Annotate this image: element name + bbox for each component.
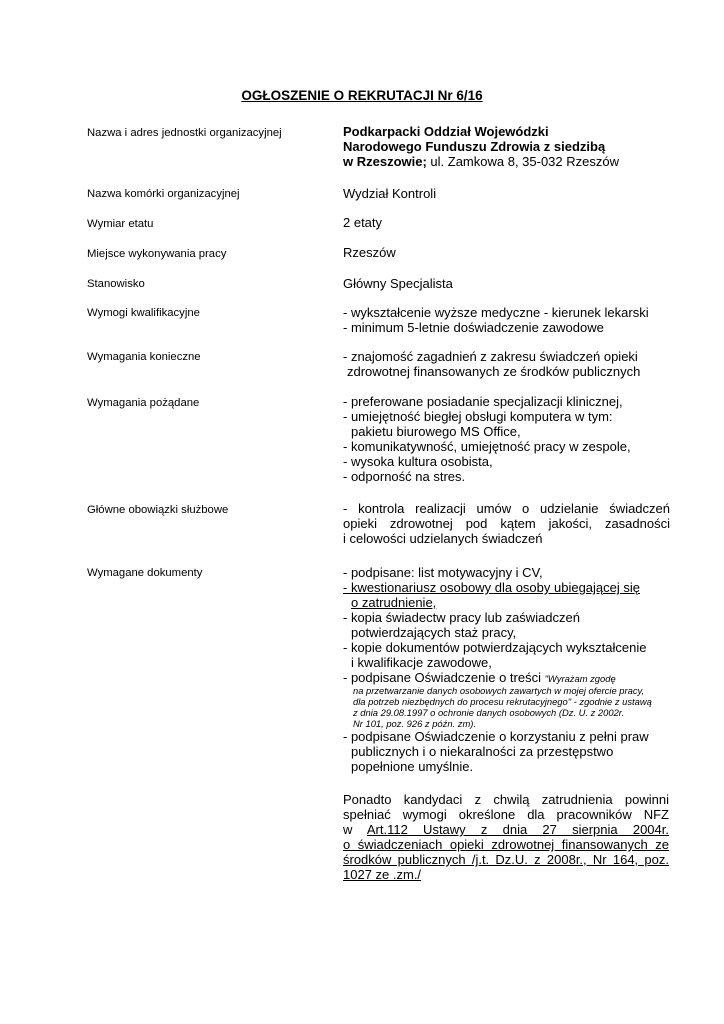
statement-lead: - podpisane Oświadczenie o treści [343,670,545,685]
label-required: Wymagania konieczne [87,351,201,363]
desired-item: - umiejętność biegłej obsługi komputera w tym: [343,409,613,424]
note-prefix: w [343,822,367,837]
unit-line-3 [343,154,669,169]
statement-text: Nr 101, poz. 926 z późn. zm). [353,718,476,729]
document-item: i kwalifikacje zawodowe, [351,655,492,670]
note-law-reference: Art.112 Ustawy z dnia 27 sierpnia 2004r. [366,822,669,837]
unit-line-1: Podkarpacki Oddział Wojewódzki [343,124,549,139]
value-desired [343,394,669,484]
value-place: Rzeszów [343,245,396,260]
unit-city: w Rzeszowie; [343,154,427,169]
document-item [343,670,669,685]
unit-line-2: Narodowego Funduszu Zdrowia z siedzibą [343,139,606,154]
statement-text: z dnia 29.08.1997 o ochronie danych osobowych (Dz. U. z 2002r. [353,707,625,718]
value-required [343,349,669,379]
document-item: - kwestionariusz osobowy dla osoby ubiegającej się [343,580,640,595]
note-line: Ponadto kandydaci z chwilą zatrudnienia powinni [343,792,669,807]
statement-text: dla potrzeb niezbędnych do procesu rekrutacyjnego" - zgodnie z ustawą [353,696,652,707]
document-item: - kopie dokumentów potwierdzających wykształcenie [343,640,647,655]
document-item: o zatrudnienie, [351,595,437,610]
document-item: popełnione umyślnie. [351,759,474,774]
qualification-item: - minimum 5-letnie doświadczenie zawodowe [343,320,604,335]
label-place: Miejsce wykonywania pracy [87,248,227,260]
label-unit: Nazwa i adres jednostki organizacyjnej [87,127,282,139]
desired-item: - komunikatywność, umiejętność pracy w zespole, [343,439,631,454]
label-fte: Wymiar etatu [87,218,154,230]
desired-item: pakietu biurowego MS Office, [351,424,521,439]
note-line: o świadczeniach opieki zdrowotnej finansowanych ze [343,837,669,852]
document-item: publicznych i o niekaralności za przestępstwo [351,744,614,759]
page-title: OGŁOSZENIE O REKRUTACJI Nr 6/16 [241,88,483,103]
desired-item: - odporność na stres. [343,469,466,484]
desired-item: - preferowane posiadanie specjalizacji klinicznej, [343,394,623,409]
desired-item: - wysoka kultura osobista, [343,454,493,469]
statement-quote-start: "Wyrażam zgodę [544,673,616,684]
document-item: - podpisane Oświadczenie o korzystaniu z pełni praw [343,729,649,744]
label-documents: Wymagane dokumenty [87,567,203,579]
value-duties [343,501,670,546]
unit-address: ul. Zamkowa 8, 35-032 Rzeszów [426,154,619,169]
note-line: środków publicznych /j.t. Dz.U. z 2008r., Nr 164, poz. [343,852,669,867]
document-item: - podpisane: list motywacyjny i CV, [343,565,543,580]
label-position: Stanowisko [87,278,145,290]
value-documents [343,565,669,774]
note-line: spełniać wymogi określone dla pracowników NFZ [343,807,669,822]
value-department: Wydział Kontroli [343,186,437,201]
value-fte: 2 etaty [343,215,383,230]
label-department: Nazwa komórki organizacyjnej [87,188,240,200]
document-item: potwierdzających staż pracy, [351,625,517,640]
required-line-2: zdrowotnej finansowanych ze środków publicznych [347,364,641,379]
label-duties: Główne obowiązki służbowe [87,504,229,516]
note-line: 1027 ze .zm./ [343,867,422,882]
value-qualifications [343,305,669,335]
required-line-1: - znajomość zagadnień z zakresu świadczeń opieki [343,349,638,364]
label-qualifications: Wymogi kwalifikacyjne [87,307,200,319]
document-item: - kopia świadectw pracy lub zaświadczeń [343,610,580,625]
duties-line-3: i celowości udzielanych świadczeń [343,531,543,546]
value-position: Główny Specjalista [343,276,453,291]
note-paragraph [343,792,669,882]
qualification-item: - wykształcenie wyższe medyczne - kierunek lekarski [343,305,649,320]
duties-line-1: - kontrola realizacji umów o udzielanie świadczeń [343,501,670,516]
value-unit [343,124,669,169]
duties-line-2: opieki zdrowotnej pod kątem jakości, zasadności [343,516,670,531]
note-line [343,822,669,837]
statement-text: na przetwarzanie danych osobowych zawartych w mojej ofercie pracy, [353,685,645,696]
label-desired: Wymagania pożądane [87,397,200,409]
